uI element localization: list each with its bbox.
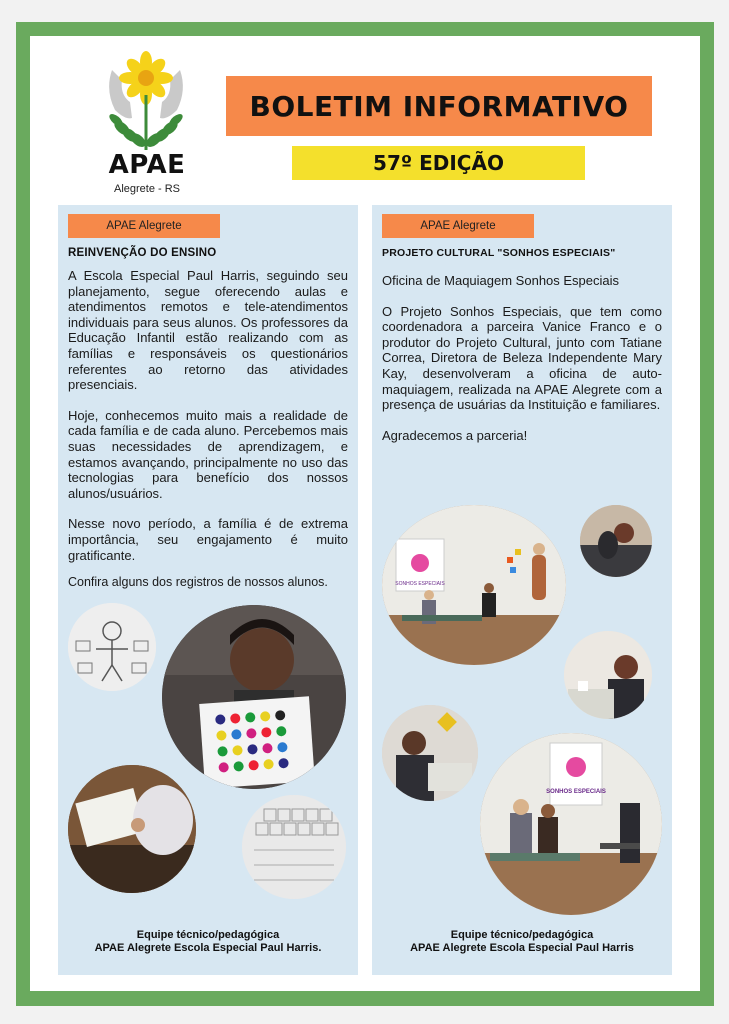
newsletter-title-banner [226, 76, 652, 136]
right-article-panel [372, 205, 672, 975]
newsletter-title: BOLETIM INFORMATIVO [249, 89, 629, 123]
photo-student-colors [162, 605, 346, 789]
right-article-body [382, 273, 662, 458]
left-paragraph-2: Hoje, conhecemos muito mais a realidade de cada família e de cada aluno. Percebemos mais suas necessidades de aprendizagem, e estamos avançando, principalmente no uso das tecnologias para benefício dos nossos alunos/usuários. [68, 407, 348, 501]
banner-text: SONHOS ESPECIAIS [395, 581, 445, 587]
left-article-heading: REINVENÇÃO DO ENSINO [68, 247, 217, 259]
right-paragraph-1: Oficina de Maquiagem Sonhos Especiais [382, 273, 620, 288]
left-paragraph-3: Nesse novo período, a família é de extrema importância, seu engajamento é muito gratificante. [68, 516, 348, 563]
photo-group-workshop [480, 733, 662, 915]
photo-woman-seated [580, 505, 652, 577]
banner-text-2: SONHOS ESPECIAIS [546, 789, 606, 795]
photo-keyboard-worksheet [242, 795, 346, 899]
left-article-panel [58, 205, 358, 975]
photo-student-drawing [68, 765, 196, 893]
left-source-tag: APAE Alegrete [68, 214, 220, 238]
right-paragraph-3: Agradecemos a parceria! [382, 427, 528, 443]
photo-drawing-worksheet [68, 603, 156, 691]
right-paragraph-2: O Projeto Sonhos Especiais, que tem como coordenadora a parceira Vanice Franco e o produtor do Projeto Cultural, junto com Tatiane Correa, Diretora de Beleza Independente Mary Kay, desenvolveram a oficina de auto-maquiagem, realizada na APAE Alegrete com a presença de usuárias da Instituição e familiares. [382, 303, 662, 413]
edition-label: 57º EDIÇÃO [373, 151, 504, 175]
left-footer-team: Equipe técnico/pedagógica [136, 929, 280, 941]
right-article-heading: PROJETO CULTURAL "SONHOS ESPECIAIS" [382, 247, 616, 259]
photo-woman-makeup [382, 705, 478, 801]
left-footer [58, 929, 358, 955]
photo-participant-table [564, 631, 652, 719]
left-photos-caption: Confira alguns dos registros de nossos alunos. [68, 575, 328, 589]
right-footer-school: APAE Alegrete Escola Especial Paul Harris [410, 942, 634, 954]
edition-banner [292, 146, 585, 180]
right-source-tag: APAE Alegrete [382, 214, 534, 238]
flower-hands-icon [60, 40, 230, 155]
photo-workshop-room [382, 505, 566, 665]
left-paragraph-1: A Escola Especial Paul Harris, seguindo seu planejamento, segue oferecendo aulas e atendimentos remotos e tele-atendimentos individuais para seus alunos. Os professores da Educação Infantil estão realizando com as famílias e responsáveis os questionários referentes ao retorno das atividades presenciais. [68, 268, 348, 393]
left-footer-school: APAE Alegrete Escola Especial Paul Harris. [94, 942, 322, 954]
left-article-body [68, 268, 348, 578]
right-footer-team: Equipe técnico/pedagógica [450, 929, 594, 941]
right-footer [372, 929, 672, 955]
logo-location: Alegrete - RS [113, 183, 181, 195]
logo-name: APAE [108, 150, 186, 180]
